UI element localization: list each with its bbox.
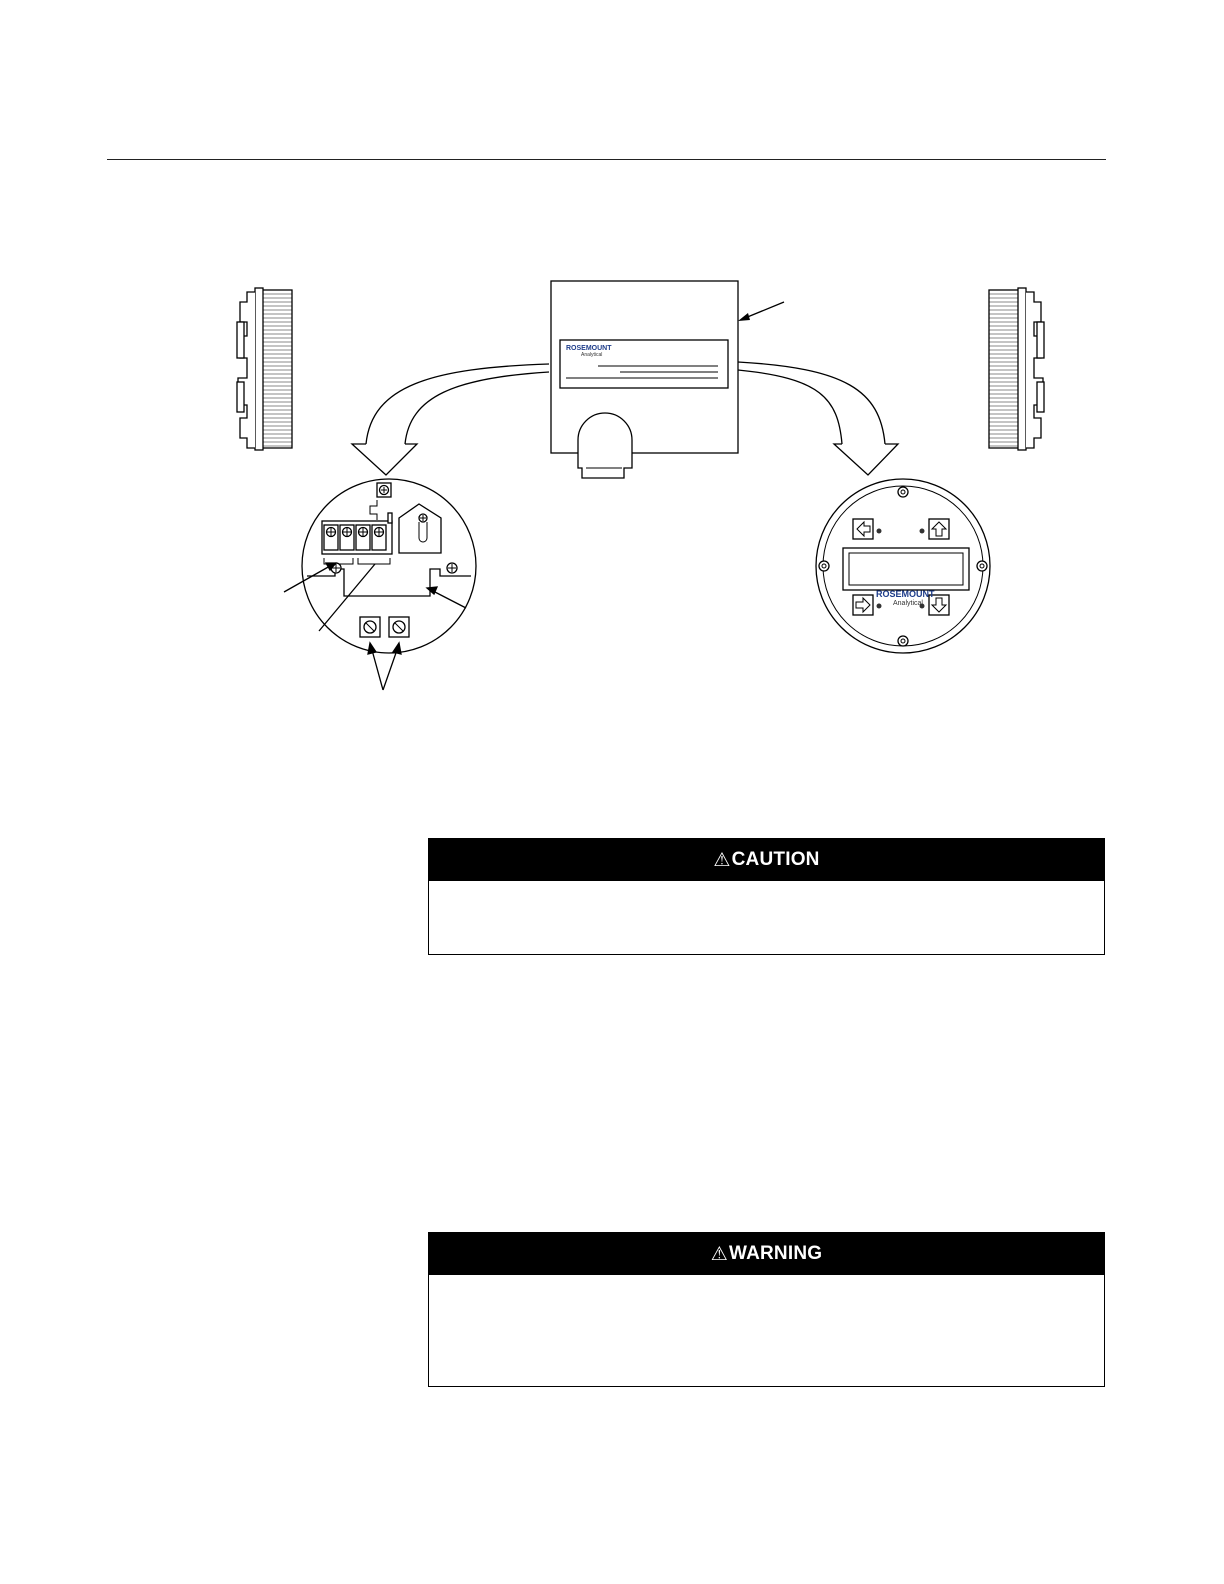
right-end-cap [989, 288, 1044, 450]
lcd-window [843, 548, 969, 590]
right-curved-arrow [738, 362, 898, 475]
caution-header [429, 839, 1104, 881]
caution-title: CAUTION [731, 849, 820, 870]
left-end-cap [237, 288, 292, 450]
warning-box [428, 1232, 1105, 1387]
caution-box [428, 838, 1105, 955]
housing-pointer-arrow [738, 302, 784, 321]
display-brand: ROSEMOUNT [876, 589, 935, 599]
display-brand-sub: Analytical [893, 600, 923, 607]
transmitter-housing [551, 281, 738, 478]
warning-header [429, 1233, 1104, 1275]
warning-triangle-icon: ⚠ [713, 849, 731, 871]
label-plate-brand-sub: Analytical [581, 352, 603, 358]
transmitter-exploded-diagram [0, 0, 1224, 720]
left-curved-arrow [352, 364, 549, 475]
warning-triangle-icon: ⚠ [710, 1243, 728, 1265]
label-plate-brand: ROSEMOUNT [566, 345, 612, 352]
warning-title: WARNING [729, 1243, 823, 1264]
display-board [816, 479, 990, 653]
